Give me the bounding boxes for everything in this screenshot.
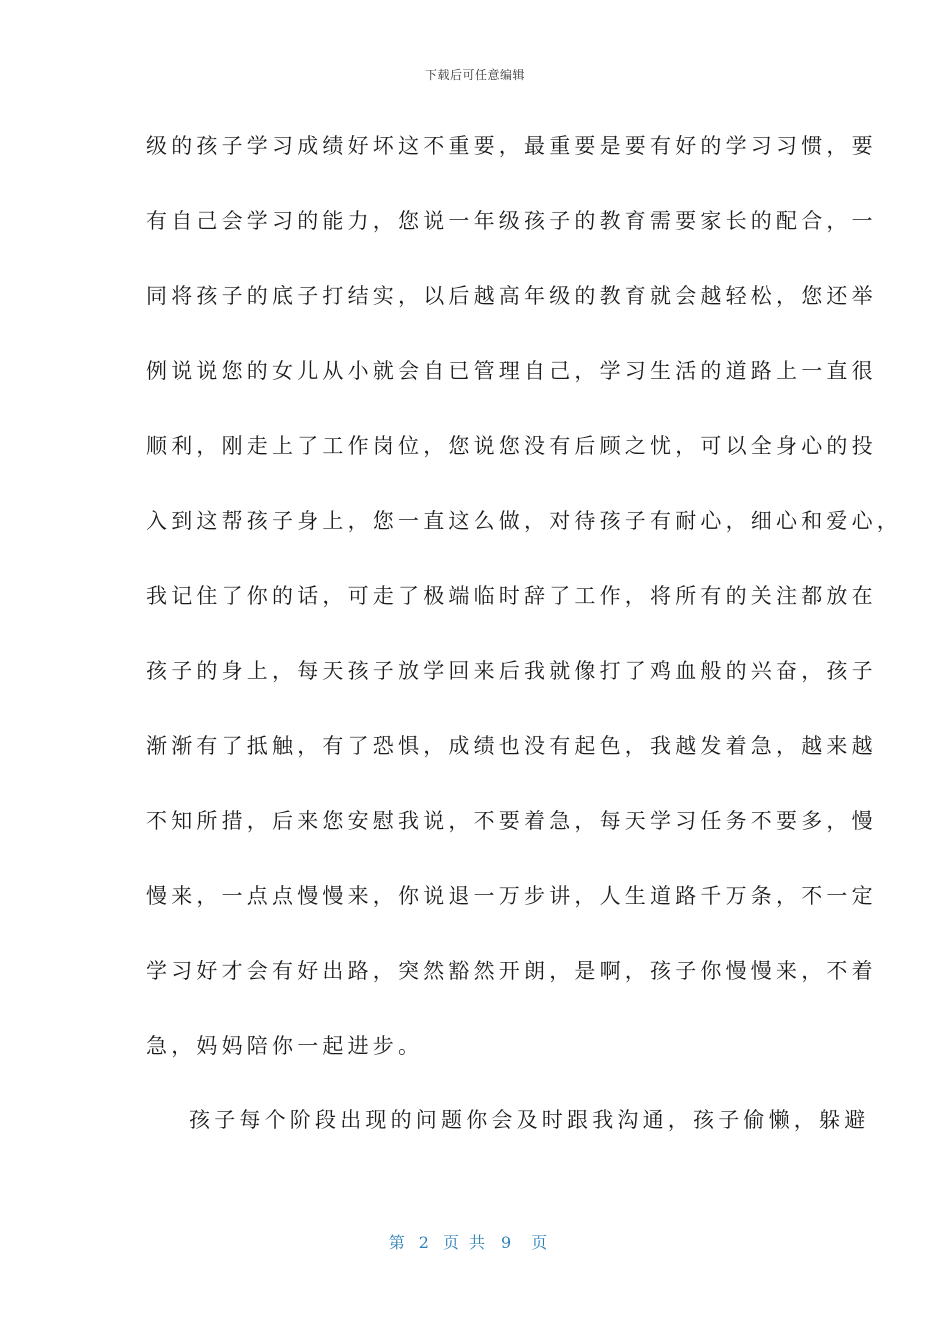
text-line: 渐渐有了抵触，有了恐惧，成绩也没有起色，我越发着急，越来越 [146,734,877,758]
text-line: 顺利，刚走上了工作岗位，您说您没有后顾之忧，可以全身心的投 [146,434,877,458]
text-line: 例说说您的女儿从小就会自已管理自己，学习生活的道路上一直很 [146,359,877,383]
text-line: 级的孩子学习成绩好坏这不重要，最重要是要有好的学习习惯，要 [146,134,877,158]
text-line: 学习好才会有好出路，突然豁然开朗，是啊，孩子你慢慢来，不着 [146,959,877,983]
text-line: 有自己会学习的能力，您说一年级孩子的教育需要家长的配合，一 [146,209,877,233]
text-line: 孩子的身上，每天孩子放学回来后我就像打了鸡血般的兴奋，孩子 [146,659,877,683]
text-line: 同将孩子的底子打结实，以后越高年级的教育就会越轻松，您还举 [146,284,877,308]
paragraph-first-line: 孩子每个阶段出现的问题你会及时跟我沟通，孩子偷懒，躲避 [189,1108,870,1132]
page-prefix: 第 [388,1233,405,1252]
text-line: 慢来，一点点慢慢来，你说退一万步讲，人生道路千万条，不一定 [146,884,877,908]
text-line: 入到这帮孩子身上，您一直这么做，对待孩子有耐心，细心和爱心， [146,509,902,533]
header-note: 下载后可任意编辑 [424,68,525,82]
text-line: 急，妈妈陪你一起进步。 [146,1034,424,1058]
page-footer [0,1230,950,1253]
page-suffix: 页 [531,1233,548,1252]
total-pages-number: 9 [501,1233,512,1252]
page-mid: 页共 [442,1233,495,1252]
text-line: 我记住了你的话，可走了极端临时辞了工作，将所有的关注都放在 [146,584,877,608]
current-page-number: 2 [418,1233,429,1252]
text-line: 不知所措，后来您安慰我说，不要着急，每天学习任务不要多，慢 [146,809,877,833]
